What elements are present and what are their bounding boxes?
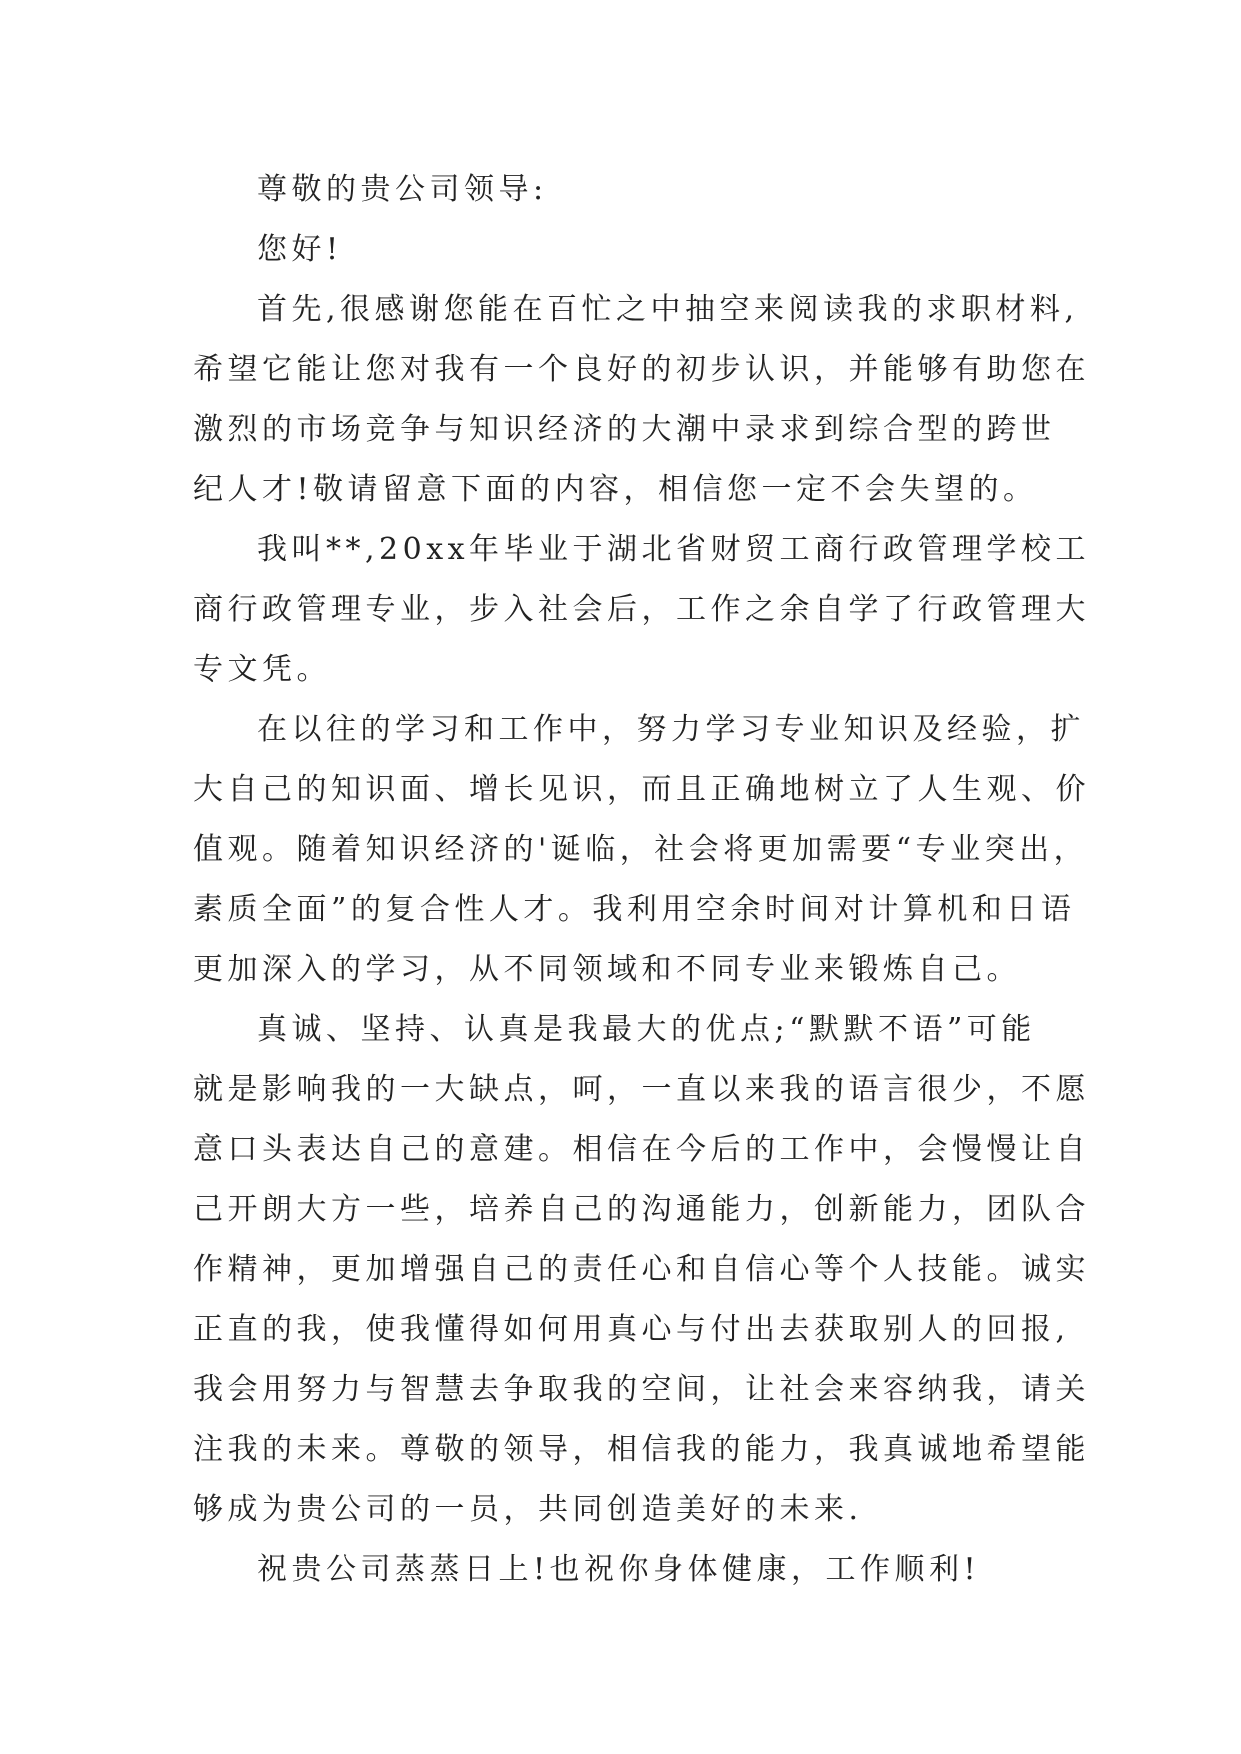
paragraph-4-line-2: 就是影响我的一大缺点，呵，一直以来我的语言很少，不愿 <box>193 1072 1090 1107</box>
salutation: 尊敬的贵公司领导: <box>257 172 548 207</box>
paragraph-4-line-3: 意口头表达自己的意建。相信在今后的工作中，会慢慢让自 <box>193 1132 1090 1167</box>
paragraph-4-line-5: 作精神，更加增强自己的责任心和自信心等个人技能。诚实 <box>193 1252 1090 1287</box>
paragraph-3-line-1: 在以往的学习和工作中，努力学习专业知识及经验，扩 <box>257 712 1085 747</box>
paragraph-1-line-2: 希望它能让您对我有一个良好的初步认识，并能够有助您在 <box>193 352 1090 387</box>
paragraph-3-line-3: 值观。随着知识经济的'诞临，社会将更加需要“专业突出， <box>193 832 1089 867</box>
paragraph-1-line-4: 纪人才!敬请留意下面的内容，相信您一定不会失望的。 <box>193 472 1038 507</box>
paragraph-1-line-1: 首先,很感谢您能在百忙之中抽空来阅读我的求职材料, <box>257 292 1079 327</box>
paragraph-1-line-3: 激烈的市场竞争与知识经济的大潮中录求到综合型的跨世 <box>193 412 1056 447</box>
paragraph-4-line-8: 注我的未来。尊敬的领导，相信我的能力，我真诚地希望能 <box>193 1432 1090 1467</box>
paragraph-3-line-2: 大自己的知识面、增长见识，而且正确地树立了人生观、价 <box>193 772 1090 807</box>
paragraph-4-line-7: 我会用努力与智慧去争取我的空间，让社会来容纳我，请关 <box>193 1372 1090 1407</box>
closing: 祝贵公司蒸蒸日上!也祝你身体健康，工作顺利! <box>257 1552 981 1587</box>
paragraph-4-line-9: 够成为贵公司的一员，共同创造美好的未来. <box>193 1492 863 1527</box>
greeting: 您好! <box>257 232 343 267</box>
paragraph-2-line-2: 商行政管理专业，步入社会后，工作之余自学了行政管理大 <box>193 592 1090 627</box>
paragraph-3-line-4: 素质全面”的复合性人才。我利用空余时间对计算机和日语 <box>193 892 1076 927</box>
paragraph-4-line-1: 真诚、坚持、认真是我最大的优点;“默默不语”可能 <box>257 1012 1036 1047</box>
paragraph-2-line-1: 我叫**,20xx年毕业于湖北省财贸工商行政管理学校工 <box>257 532 1091 567</box>
paragraph-4-line-6: 正直的我，使我懂得如何用真心与付出去获取别人的回报, <box>193 1312 1070 1347</box>
letter-body <box>193 160 1091 1600</box>
paragraph-2-line-3: 专文凭。 <box>193 652 331 687</box>
paragraph-4-line-4: 己开朗大方一些，培养自己的沟通能力，创新能力，团队合 <box>193 1192 1090 1227</box>
paragraph-3-line-5: 更加深入的学习，从不同领域和不同专业来锻炼自己。 <box>193 952 1021 987</box>
